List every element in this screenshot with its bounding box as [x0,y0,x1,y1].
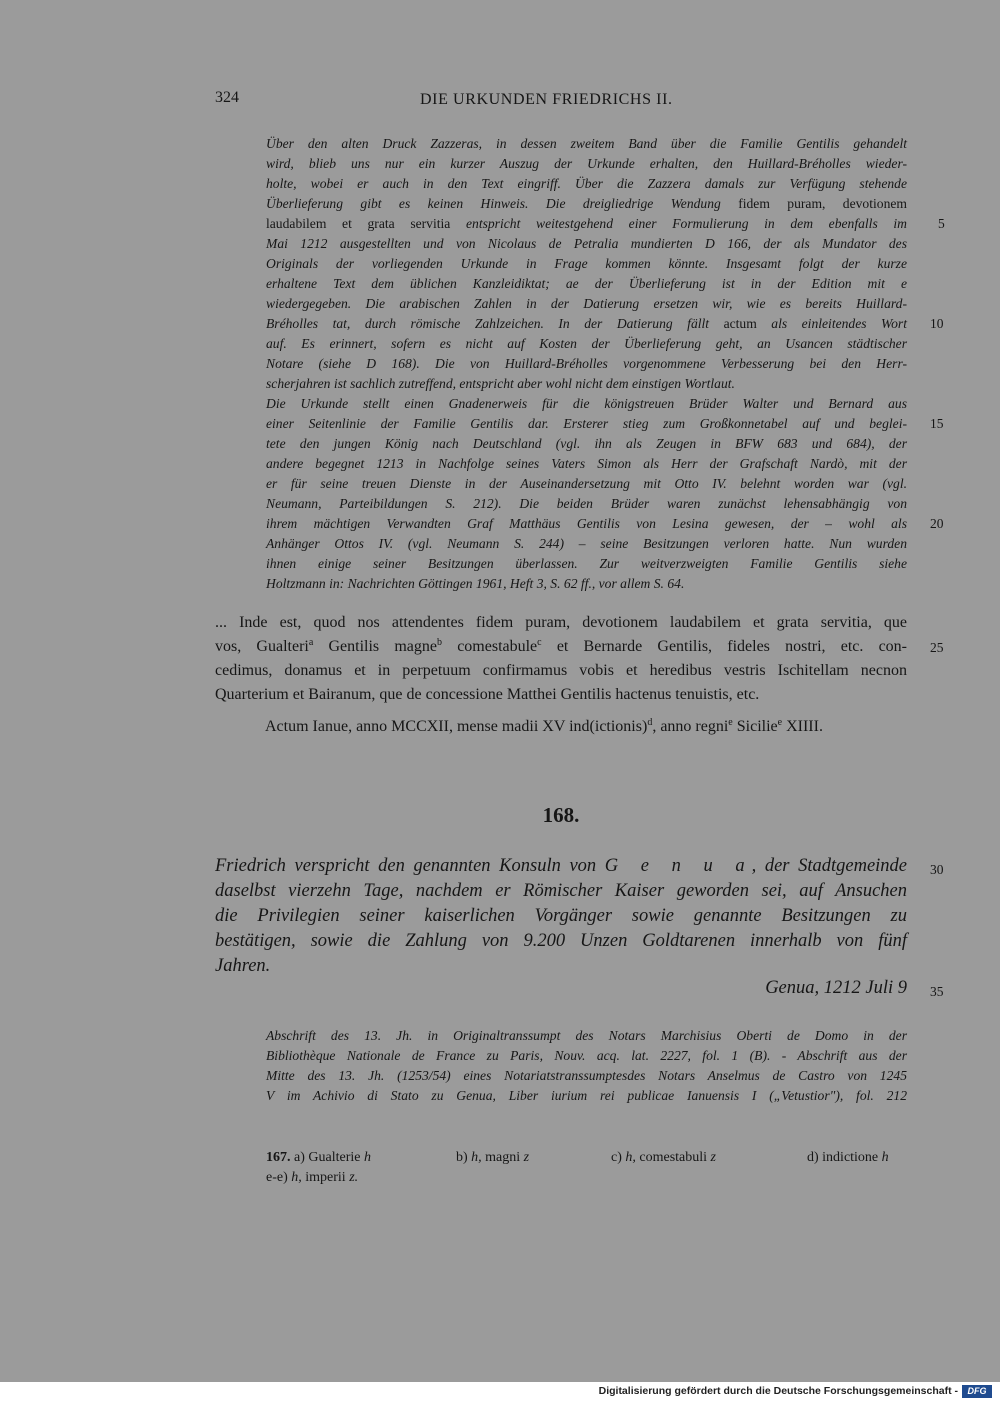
line-number: 15 [930,416,944,431]
commentary-line: holte, wobei er auch in den Text eingriff. Über die Zazzera damals zur Verfügung stehende [266,176,907,191]
commentary-line: auf. Es erinnert, sofern es nicht auf Kosten der Überlieferung geht, an Usancen städtischer [266,336,907,351]
regest-line: daselbst vierzehn Tage, nachdem er Römischer Kaiser geworden sei, auf Ansuchen [215,881,907,901]
commentary-line: Überlieferung gibt es keinen Hinweis. Die dreigliedrige Wendung fidem puram, devotionem [266,196,907,211]
footnote-c: c) h, comestabuli z [611,1150,716,1165]
commentary-line: Notare (siehe D 168). Die von Huillard-Bréholles vorgenommene Verbesserung bei den Herr- [266,356,907,371]
commentary-line: tete den jungen König nach Deutschland (vgl. ihn als Zeugen in BFW 683 und 684), der [266,436,907,451]
commentary-line: Neumann, Parteibildungen S. 212). Die beiden Brüder waren zunächst lehensabhängig von [266,496,907,511]
regest-line: Friedrich verspricht den genannten Konsuln von G e n u a, der Stadtgemeinde [215,856,908,876]
footer-bar [0,1382,1000,1402]
text-line: vos, Gualteri$^a$ Gentilis magne$^b$ comestabule$^c$ et Bernarde Gentilis, fideles nostri, etc. con- [215,637,908,655]
document-number: 168. [542,803,580,827]
line-number: 35 [930,984,944,999]
commentary-line: scherjahren ist sachlich zutreffend, entspricht aber wohl nicht dem einstigen Wortlaut. [266,376,735,391]
tradition-line: Abschrift des 13. Jh. in Originaltranssumpt des Notars Marchisius Oberti de Domo in der [266,1028,907,1043]
tradition-line: V im Achivio di Stato zu Genua, Liber iurium rei publicae Ianuensis I („Vetustior"), fol. 212 [266,1088,907,1103]
commentary-line: Originals der vorliegenden Urkunde in Frage kommen könnte. Insgesamt folgt der kurze [266,256,907,271]
tradition-line: Bibliothèque Nationale de France zu Paris, Nouv. acq. lat. 2227, fol. 1 (B). - Abschrift aus der [266,1048,907,1063]
footnote-b: b) h, magni z [456,1150,530,1165]
text-line: Quarterium et Bairanum, que de concessione Matthei Gentilis hactenus tenuistis, etc. [215,686,760,703]
commentary-line: laudabilem et grata servitia entspricht weitestgehend einer Formulierung in dem ebenfalls im [266,216,907,231]
commentary-line: wird, blieb uns nur ein kurzer Auszug der Urkunde erhalten, den Huillard-Bréholles wieder- [266,156,907,171]
footnote-d: d) indictione h [807,1150,889,1165]
regest-line: Jahren. [215,956,271,976]
commentary-line: er für seine treuen Dienste in der Auseinandersetzung mit Otto IV. belehnt worden war (vgl. [266,476,907,491]
commentary-line: andere begegnet 1213 in Nachfolge seines Vaters Simon als Herr der Grafschaft Nardò, mit der [266,456,907,471]
commentary-line: einer Seitenlinie der Familie Gentilis dar. Ersterer stieg zum Großkonnetabel auf und beglei- [266,416,907,431]
line-number: 5 [938,216,945,231]
commentary-line: erhaltene Text dem üblichen Kanzleidiktat; ae der Überlieferung ist in der Edition mit e [266,276,907,291]
footnote-e: e-e) h, imperii z. [266,1170,359,1185]
running-title: DIE URKUNDEN FRIEDRICHS II. [420,91,673,108]
commentary-line: wiedergegeben. Die arabischen Zahlen in der Datierung ersetzen wir, wie es bereits Huillard- [266,296,907,311]
regest-line: bestätigen, sowie die Zahlung von 9.200 Unzen Goldtarenen innerhalb von fünf [215,931,907,951]
line-number: 25 [930,640,944,655]
line-number: 30 [930,862,944,877]
funding-notice: Digitalisierung gefördert durch die Deutsche Forschungsgemeinschaft - [598,1385,958,1397]
commentary-line: ihrem mächtigen Verwandten Graf Matthäus Gentilis von Lesina gewesen, der – wohl als [266,516,907,531]
commentary-line: ihnen einige seiner Besitzungen überlassen. Zur weitverzweigten Familie Gentilis siehe [266,556,907,571]
place-date: Genua, 1212 Juli 9 [765,978,907,998]
commentary-line: Anhänger Ottos IV. (vgl. Neumann S. 244) – seine Besitzungen verloren hatte. Nun wurden [266,536,907,551]
commentary-line: Mai 1212 ausgestellten und von Nicolaus de Petralia mundierten D 166, der als Mundator des [266,236,907,251]
commentary-line: Bréholles tat, durch römische Zahlzeichen. In der Datierung fällt actum als einleitendes Wort [266,316,907,331]
dfg-logo: DFG [962,1385,992,1398]
regest-line: die Privilegien seiner kaiserlichen Vorgänger sowie genannte Besitzungen zu [215,906,907,926]
line-number: 20 [930,516,944,531]
commentary-line: Über den alten Druck Zazzeras, in dessen zweitem Band über die Familie Gentilis gehandelt [266,136,907,151]
tradition-line: Mitte des 13. Jh. (1253/54) eines Notariatstranssumptesdes Notars Anselmus de Castro von 1245 [266,1068,907,1083]
commentary-line: Holtzmann in: Nachrichten Göttingen 1961, Heft 3, S. 62 ff., vor allem S. 64. [266,576,685,591]
page-number: 324 [215,89,239,106]
line-number: 10 [930,316,944,331]
actum-line: Actum Ianue, anno MCCXII, mense madii XV ind(ictionis)$^d$, anno regni$^e$ Sicilie$^e$ XIIII. [265,717,823,735]
commentary-line: Die Urkunde stellt einen Gnadenerweis für die königstreuen Brüder Walter und Bernard aus [266,396,907,411]
text-line: ... Inde est, quod nos attendentes fidem puram, devotionem laudabilem et grata servitia, que [215,614,907,631]
text-line: cedimus, donamus et in perpetuum confirmamus vobis et heredibus vestris Ischitellam necnon [215,662,907,679]
footnote-a: 167. a) Gualterie h [266,1150,371,1165]
